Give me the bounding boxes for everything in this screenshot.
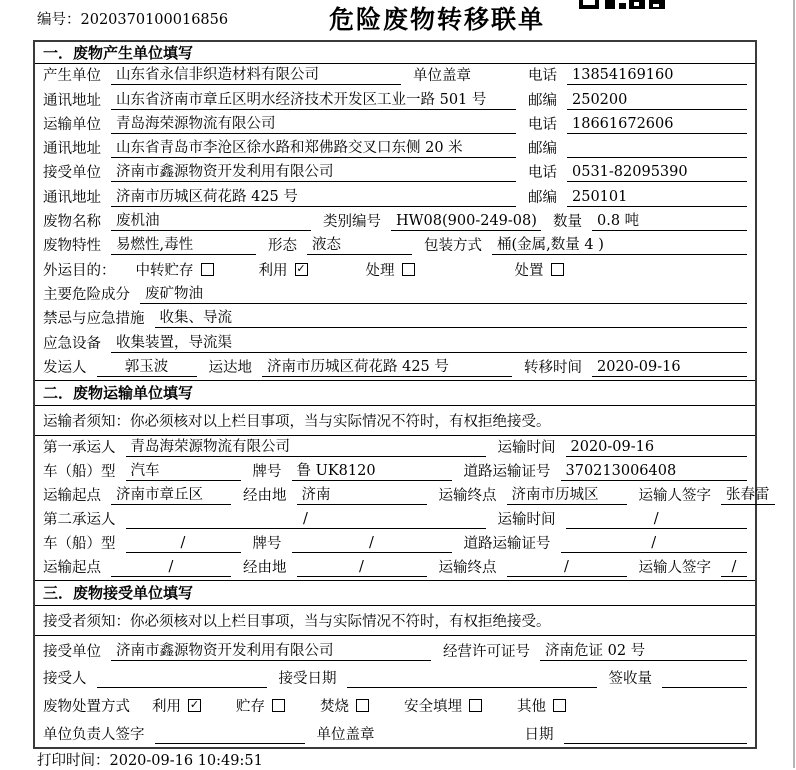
receiver-unit-label: 接受单位 [43,643,101,660]
dispose-checkbox [551,263,564,276]
transport-time2-value: / [566,511,748,529]
producer-unit-value: 山东省永信非织造材料有限公司 [111,63,401,85]
row-taboo-measures [35,307,755,331]
receiver-notice: 接受者须知：你必须核对以上栏目事项，当与实际情况不符时，有权拒绝接受。 [35,606,755,636]
transport-address-label: 通讯地址 [43,141,101,158]
waste-form-label: 形态 [268,238,297,255]
first-carrier-value: 青岛海荣源物流有限公司 [126,435,486,457]
row-receive-unit [35,161,755,185]
signed-qty-value [662,670,747,688]
receiver-unit-value: 济南市鑫源物资开发利用有限公司 [111,639,431,661]
producer-address-value: 山东省济南市章丘区明水经济技术开发区工业一路 501 号 [111,88,516,110]
treat-label: 处理 [365,262,395,279]
vehicle2-type-label: 车（船）型 [43,535,116,552]
second-carrier-value: / [126,511,486,529]
treat-checkbox [402,263,415,276]
option-transfer-storage [136,259,214,280]
waste-trait-label: 废物特性 [43,238,101,255]
dispatcher-label: 发运人 [43,359,87,376]
incinerate-checkbox [356,699,369,712]
row-producer-address [35,88,755,112]
other-label: 其他 [517,699,546,716]
producer-phone-label: 电话 [528,68,557,85]
sign-date-value [564,726,748,744]
producer-phone-value: 13854169160 [567,67,747,85]
transport-address-value: 山东省青岛市李沧区徐水路和郑佛路交叉口东侧 20 米 [111,136,516,158]
transfer-time-label: 转移时间 [524,359,582,376]
transport-unit-value: 青岛海荣源物流有限公司 [111,112,516,134]
route1-via-label: 经由地 [243,487,287,504]
serial-value: 2020370100016856 [80,12,229,28]
receive-date-label: 接受日期 [278,671,337,688]
print-time-label: 打印时间： [37,753,110,769]
row-dispatcher [35,356,755,380]
row-waste-name [35,210,755,234]
print-time [37,749,263,770]
disposal-method-label: 废物处置方式 [43,699,130,716]
row-transport-address [35,137,755,161]
second-carrier-label: 第二承运人 [43,511,116,528]
route2-start-value: / [111,559,231,577]
purpose-label: 外运目的： [43,262,116,279]
row-receiver-unit [35,636,755,664]
road-cert2-value: / [561,535,748,553]
receive-address-label: 通讯地址 [43,189,101,206]
section1-title: 一．废物产生单位填写 [35,42,755,64]
plate1-value: 鲁 UK8120 [292,459,452,481]
road-cert1-label: 道路运输证号 [463,463,551,480]
first-carrier-label: 第一承运人 [43,439,116,456]
taboo-label: 禁忌与应急措施 [43,311,145,328]
row-receive-address [35,185,755,209]
hazard-value: 废矿物油 [140,282,747,304]
packing-label: 包装方式 [424,238,482,255]
receive-zip-value: 250101 [567,189,747,207]
row-producer-unit [35,64,755,88]
plate2-label: 牌号 [252,535,282,552]
qr-code-icon [579,0,665,9]
transfer-time-value: 2020-09-16 [592,359,747,377]
row-receiver-person [35,664,755,692]
route2-end-label: 运输终点 [438,559,497,576]
route1-start-value: 济南市章丘区 [111,483,231,505]
vehicle1-type-label: 车（船）型 [43,463,116,480]
row-route2 [35,556,755,580]
producer-zip-label: 邮编 [528,92,557,109]
transport-phone-value: 18661672606 [567,116,747,134]
reuse-label: 利用 [152,699,181,716]
landfill-label: 安全填埋 [404,699,462,716]
responsible-sign-value [155,726,305,744]
option-dispose [515,259,564,280]
license-value: 济南危证 02 号 [540,639,747,661]
route1-via-value: 济南 [297,483,427,505]
option-store [236,695,285,716]
receive-phone-label: 电话 [528,165,557,182]
waste-name-label: 废物名称 [43,214,101,231]
receive-zip-label: 邮编 [528,189,557,206]
row-route1 [35,484,770,508]
transport-time1-label: 运输时间 [497,439,556,456]
option-other [517,695,566,716]
dispose-label: 处置 [514,262,544,279]
transport-time1-value: 2020-09-16 [566,439,748,457]
section2-title: 二．废物运输单位填写 [35,380,755,406]
sign-date-label: 日期 [524,726,554,743]
packing-value: 桶(金属,数量 4 ) [492,233,747,255]
signed-qty-label: 签收量 [608,671,652,688]
other-checkbox [553,699,566,712]
route2-sign-label: 运输人签字 [638,559,711,576]
transport-zip-value [567,140,747,158]
route2-sign-value: / [721,559,747,577]
row-vehicle1 [35,460,755,484]
plate2-value: / [292,535,452,553]
row-second-carrier [35,508,755,532]
waste-form-value: 液态 [307,233,412,255]
print-time-value: 2020-09-16 10:49:51 [109,753,263,769]
producer-unit-label: 产生单位 [43,68,101,85]
route2-via-value: / [297,559,427,577]
dispatcher-value: 郭玉波 [97,355,197,377]
receive-address-value: 济南市历城区荷花路 425 号 [111,185,516,207]
unit-stamp-label: 单位盖章 [413,68,471,85]
serial-label: 编号： [37,12,81,28]
transfer-manifest-form [33,40,770,749]
route1-sign-label: 运输人签字 [638,487,711,504]
unit-stamp2-label: 单位盖章 [316,726,375,743]
waste-code-label: 类别编号 [323,214,381,231]
route2-via-label: 经由地 [243,559,287,576]
row-responsible-sign [35,719,755,747]
route2-start-label: 运输起点 [43,559,101,576]
reuse-checkbox: ✓ [189,699,200,712]
row-hazard-component [35,283,755,307]
utilize-checkbox: ✓ [296,262,306,275]
transporter-notice: 运输者须知：你必须核对以上栏目事项，当与实际情况不符时，有权拒绝接受。 [35,406,755,436]
landfill-checkbox [469,699,482,712]
receiver-person-label: 接受人 [43,671,87,688]
transfer-storage-checkbox [201,263,214,276]
option-incinerate [320,695,369,716]
receive-phone-value: 0531-82095390 [567,164,747,182]
plate1-label: 牌号 [252,463,282,480]
road-cert1-value: 370213006408 [561,463,748,481]
row-vehicle2 [35,532,755,556]
incinerate-label: 焚烧 [320,699,349,716]
road-cert2-label: 道路运输证号 [463,535,551,552]
store-label: 贮存 [236,699,265,716]
page-title: 危险废物转移联单 [328,5,545,34]
destination-value: 济南市历城区荷花路 425 号 [262,355,512,377]
equipment-label: 应急设备 [43,335,101,352]
license-label: 经营许可证号 [443,643,530,660]
waste-trait-value: 易燃性,毒性 [111,233,256,255]
route1-start-label: 运输起点 [43,487,101,504]
route2-end-value: / [507,559,627,577]
option-utilize [259,259,308,280]
waste-qty-value: 0.8 吨 [592,209,747,231]
option-reuse [152,695,201,716]
section3-title: 三．废物接受单位填写 [35,580,755,606]
right-edge-divider [793,0,795,768]
transport-unit-label: 运输单位 [43,116,101,133]
transport-time2-label: 运输时间 [497,511,556,528]
receive-unit-label: 接受单位 [43,165,101,182]
row-transport-unit [35,113,755,137]
producer-zip-value: 250200 [567,92,747,110]
utilize-label: 利用 [258,262,288,279]
waste-code-value: HW08(900-249-08) [391,213,541,231]
option-landfill [404,695,482,716]
receiver-person-value [97,670,267,688]
option-treat [366,259,415,280]
row-first-carrier [35,436,755,460]
responsible-sign-label: 单位负责人签字 [43,726,145,743]
transfer-storage-label: 中转贮存 [135,262,194,279]
route1-end-label: 运输终点 [438,487,497,504]
row-outbound-purpose [35,258,755,282]
waste-name-value: 废机油 [111,209,311,231]
route1-sign-value: 张春雷 [721,483,775,505]
hazard-label: 主要危险成分 [43,286,130,303]
row-emergency-equipment [35,331,755,355]
row-waste-trait [35,234,755,258]
producer-address-label: 通讯地址 [43,92,101,109]
taboo-value: 收集、导流 [155,306,748,328]
row-disposal-method [35,691,755,719]
transport-zip-label: 邮编 [528,141,557,158]
destination-label: 运达地 [208,359,252,376]
vehicle1-type-value: 汽车 [126,459,241,481]
store-checkbox [272,699,285,712]
receive-date-value [347,670,597,688]
transport-phone-label: 电话 [528,116,557,133]
receive-unit-value: 济南市鑫源物资开发利用有限公司 [111,160,516,182]
route1-end-value: 济南市历城区 [507,483,627,505]
waste-qty-label: 数量 [553,214,582,231]
equipment-value: 收集装置，导流渠 [111,331,747,353]
vehicle2-type-value: / [126,535,241,553]
